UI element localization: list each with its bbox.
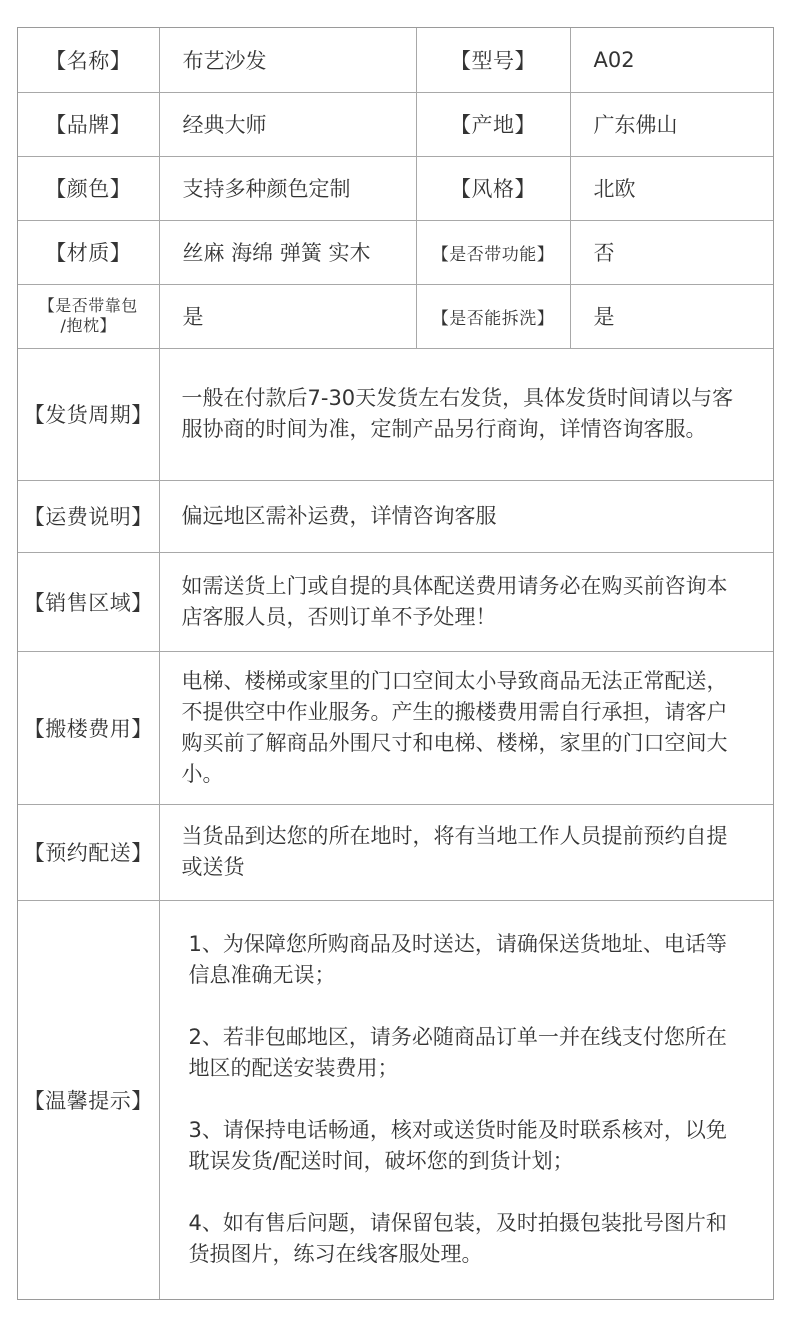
info-row-freight — [18, 480, 773, 552]
freight-label: 【运费说明】 — [18, 480, 159, 552]
info-row-appointment — [18, 804, 773, 900]
tip-item: 2、若非包邮地区，请务必随商品订单一并在线支付您所在地区的配送安装费用； — [188, 1025, 727, 1081]
tip-item: 4、如有售后问题，请保留包装，及时拍摄包装批号图片和货损图片，练习在线客服处理。 — [188, 1211, 727, 1267]
carry-text: 电梯、楼梯或家里的门口空间太小导致商品无法正常配送，不提供空中作业服务。产生的搬楼费用需自行承担，请客户购买前了解商品外围尺寸和电梯、楼梯，家里的门口空间大小。 — [159, 651, 773, 804]
origin-label: 【产地】 — [416, 92, 570, 156]
spec-row-brand-origin — [18, 92, 773, 156]
freight-text: 偏远地区需补运费，详情咨询客服 — [159, 480, 773, 552]
brand-value: 经典大师 — [159, 92, 416, 156]
info-row-tips — [18, 900, 773, 1299]
region-text: 如需送货上门或自提的具体配送费用请务必在购买前咨询本店客服人员，否则订单不予处理！ — [159, 552, 773, 651]
pillow-value: 是 — [159, 284, 416, 348]
spec-row-color-style — [18, 156, 773, 220]
pillow-label-line2: /抱枕】 — [60, 316, 116, 335]
brand-label: 【品牌】 — [18, 92, 159, 156]
tip-item: 3、请保持电话畅通，核对或送货时能及时联系核对，以免耽误发货/配送时间，破坏您的到货计划； — [188, 1118, 727, 1174]
shipping-label: 【发货周期】 — [18, 348, 159, 480]
color-label: 【颜色】 — [18, 156, 159, 220]
material-label: 【材质】 — [18, 220, 159, 284]
info-row-carry — [18, 651, 773, 804]
info-row-shipping — [18, 348, 773, 480]
pillow-label-line1: 【是否带靠包 — [38, 296, 138, 315]
function-value: 否 — [570, 220, 773, 284]
spec-row-name-model — [18, 28, 773, 92]
color-value: 支持多种颜色定制 — [159, 156, 416, 220]
washable-value: 是 — [570, 284, 773, 348]
origin-value: 广东佛山 — [570, 92, 773, 156]
name-label: 【名称】 — [18, 28, 159, 92]
spec-row-material-function — [18, 220, 773, 284]
model-label: 【型号】 — [416, 28, 570, 92]
spec-row-pillow-washable — [18, 284, 773, 348]
info-row-region — [18, 552, 773, 651]
product-info-sheet — [17, 27, 774, 1300]
material-value: 丝麻 海绵 弹簧 实木 — [159, 220, 416, 284]
pillow-label — [18, 284, 159, 348]
name-value: 布艺沙发 — [159, 28, 416, 92]
appointment-text: 当货品到达您的所在地时，将有当地工作人员提前预约自提或送货 — [159, 804, 773, 900]
appointment-label: 【预约配送】 — [18, 804, 159, 900]
shipping-text: 一般在付款后7-30天发货左右发货，具体发货时间请以与客服协商的时间为准，定制产品另行商询，详情咨询客服。 — [159, 348, 773, 480]
tip-item: 1、为保障您所购商品及时送达，请确保送货地址、电话等信息准确无误； — [188, 932, 727, 988]
region-label: 【销售区域】 — [18, 552, 159, 651]
model-value: A02 — [570, 28, 773, 92]
function-label: 【是否带功能】 — [416, 220, 570, 284]
tips-label: 【温馨提示】 — [18, 900, 159, 1299]
spec-table — [18, 28, 773, 1299]
washable-label: 【是否能拆洗】 — [416, 284, 570, 348]
style-label: 【风格】 — [416, 156, 570, 220]
carry-label: 【搬楼费用】 — [18, 651, 159, 804]
tips-list — [159, 900, 773, 1299]
style-value: 北欧 — [570, 156, 773, 220]
